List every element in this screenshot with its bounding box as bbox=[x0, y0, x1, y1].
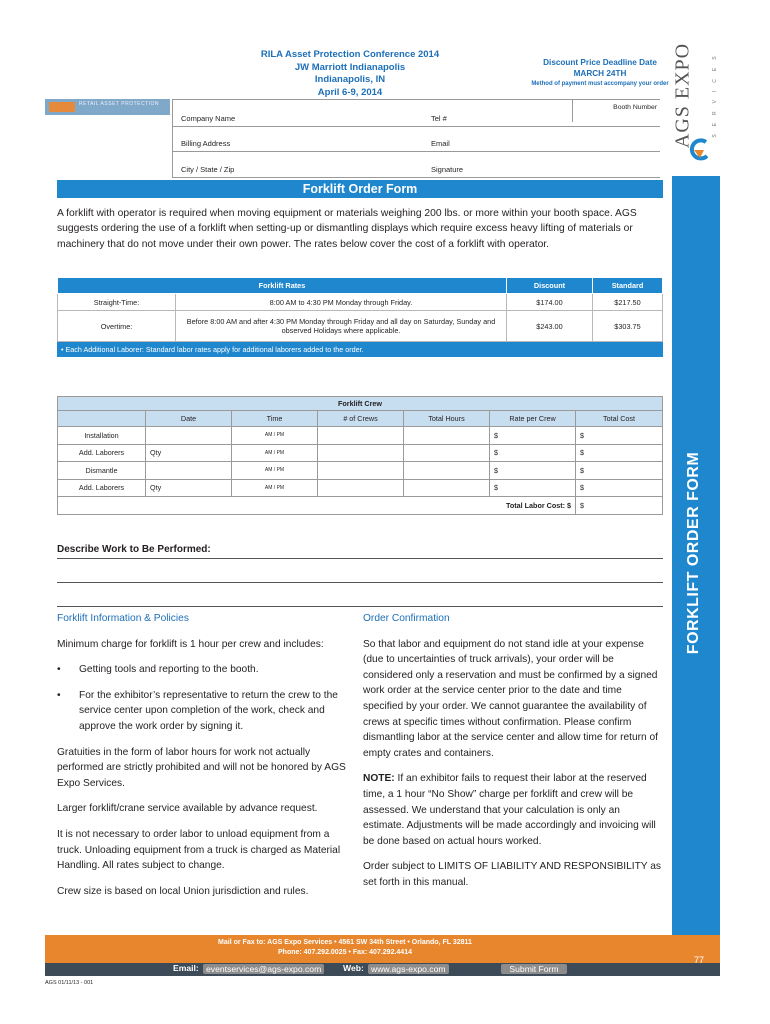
rates-header-row bbox=[58, 278, 663, 294]
policies-p2: Gratuities in the form of labor hours for work not actually performed are strictly prohibited and will not be honored by AGS Expo Services. bbox=[57, 746, 346, 789]
note-label: NOTE: bbox=[363, 773, 395, 785]
total-cost-input[interactable]: $ bbox=[576, 497, 663, 515]
footer-address: Mail or Fax to: AGS Expo Services • 4561 SW 34th Street • Orlando, FL 32811 bbox=[218, 939, 472, 946]
describe-line[interactable] bbox=[57, 582, 663, 583]
rate-label: Straight-Time: bbox=[58, 294, 176, 311]
rate-discount: $243.00 bbox=[507, 311, 593, 342]
deadline-note: Method of payment must accompany your order bbox=[531, 81, 669, 87]
rate-input[interactable]: $ bbox=[490, 444, 576, 462]
confirmation-column bbox=[363, 611, 663, 901]
crew-row-label: Installation bbox=[58, 427, 146, 445]
time-input[interactable]: AM / PM bbox=[232, 444, 318, 462]
crew-row-label: Add. Laborers bbox=[58, 444, 146, 462]
crews-input[interactable] bbox=[318, 479, 404, 497]
qty-input[interactable]: Qty bbox=[146, 479, 232, 497]
company-info-form bbox=[172, 99, 660, 178]
rate-desc: Before 8:00 AM and after 4:30 PM Monday through Friday and all day on Saturday, Sunday and observed Holidays where applicable. bbox=[176, 311, 507, 342]
forklift-rates-table bbox=[57, 277, 663, 342]
submit-form-button[interactable]: Submit Form bbox=[501, 964, 567, 974]
note-text: If an exhibitor fails to request their labor at the reserved time, a 1 hour “No Show” charge per forklift and crew will be assessed. We understand that your calculation is only an estimate. Adjustments will be made accordingly and invoicing will be done based on actual hours worked. bbox=[363, 773, 656, 847]
crews-input[interactable] bbox=[318, 462, 404, 480]
ags-logo-subtitle: SERVICES bbox=[712, 48, 718, 138]
crew-row bbox=[58, 462, 663, 480]
confirmation-p3: Order subject to LIMITS OF LIABILITY AND RESPONSIBILITY as set forth in this manual. bbox=[363, 861, 661, 888]
rate-row-overtime bbox=[58, 311, 663, 342]
describe-work-label: Describe Work to Be Performed: bbox=[57, 544, 211, 555]
event-title: RILA Asset Protection Conference 2014 bbox=[260, 49, 440, 60]
hours-input[interactable] bbox=[404, 462, 490, 480]
time-input[interactable]: AM / PM bbox=[232, 462, 318, 480]
crew-row bbox=[58, 427, 663, 445]
booth-number-field[interactable]: Booth Number bbox=[572, 100, 660, 122]
policies-p4: It is not necessary to order labor to unload equipment from a truck. Unloading equipment from a truck is charged as Material Handling. All rates subject to change. bbox=[57, 828, 341, 872]
billing-address-field[interactable]: Billing Address bbox=[181, 139, 231, 148]
cost-input[interactable]: $ bbox=[576, 444, 663, 462]
policies-p1: Minimum charge for forklift is 1 hour per crew and includes: bbox=[57, 638, 324, 650]
col-crews: # of Crews bbox=[318, 411, 404, 427]
form-code: AGS 01/11/13 - 001 bbox=[45, 980, 94, 986]
crew-row-label: Dismantle bbox=[58, 462, 146, 480]
time-input[interactable]: AM / PM bbox=[232, 427, 318, 445]
intro-paragraph: A forklift with operator is required when moving equipment or materials weighing 200 lbs. or more within your booth space. AGS suggests ordering the use of a forklift when setting-up or dismantling displays which require excess heavy lifting of materials or machinery that do not move under their own power. The rates below cover the cost of a forklift with operator. bbox=[57, 208, 637, 250]
rates-header-discount: Discount bbox=[507, 278, 593, 294]
confirmation-p2 bbox=[363, 771, 663, 849]
col-time: Time bbox=[232, 411, 318, 427]
crews-input[interactable] bbox=[318, 427, 404, 445]
email-label: Email: bbox=[173, 963, 199, 973]
forklift-crew-table bbox=[57, 396, 663, 515]
crew-row bbox=[58, 444, 663, 462]
confirmation-p1: So that labor and equipment do not stand idle at your expense (due to uncertainties of truck arrivals), your order will be considered only a reservation and must be confirmed by a signed work order at the service center prior to the date and time specified by your order. We cannot guarantee the availability of crews at specific times without confirmation. Please confirm dismantling labor at the service center and allow time for return of empty crates and containers. bbox=[363, 638, 659, 759]
policies-p5: Crew size is based on local Union jurisdiction and rules. bbox=[57, 885, 309, 897]
crew-row bbox=[58, 479, 663, 497]
banner-graphic bbox=[49, 102, 75, 112]
rates-header-standard: Standard bbox=[593, 278, 663, 294]
rate-standard: $217.50 bbox=[593, 294, 663, 311]
crew-columns bbox=[58, 411, 663, 427]
col-hours: Total Hours bbox=[404, 411, 490, 427]
describe-line[interactable] bbox=[57, 558, 663, 559]
footer-phone: Phone: 407.292.0025 • Fax: 407.292.4414 bbox=[278, 949, 412, 956]
hours-input[interactable] bbox=[404, 444, 490, 462]
rate-standard: $303.75 bbox=[593, 311, 663, 342]
additional-laborer-note: • Each Additional Laborer: Standard labor rates apply for additional laborers added to the order. bbox=[57, 342, 663, 357]
form-title: Forklift Order Form bbox=[57, 180, 663, 198]
policies-bullet: • Getting tools and reporting to the booth. bbox=[57, 662, 355, 678]
rate-label: Overtime: bbox=[58, 311, 176, 342]
city-state-zip-field[interactable]: City / State / Zip bbox=[181, 165, 235, 174]
policies-title: Forklift Information & Policies bbox=[57, 613, 189, 624]
email-field[interactable]: Email bbox=[431, 139, 450, 148]
footer bbox=[45, 935, 720, 976]
describe-line[interactable] bbox=[57, 606, 663, 607]
deadline-block bbox=[510, 58, 690, 90]
event-dates: April 6-9, 2014 bbox=[317, 86, 383, 98]
policies-column bbox=[57, 611, 355, 909]
policies-p3: Larger forklift/crane service available by advance request. bbox=[57, 803, 318, 815]
rate-input[interactable]: $ bbox=[490, 462, 576, 480]
rate-row-straight bbox=[58, 294, 663, 311]
signature-field[interactable]: Signature bbox=[431, 165, 464, 174]
col-cost: Total Cost bbox=[576, 411, 663, 427]
date-input[interactable] bbox=[146, 462, 232, 480]
event-header bbox=[200, 49, 500, 99]
rates-header-label: Forklift Rates bbox=[58, 278, 507, 294]
ags-expo-logo: AGS EXPO bbox=[671, 42, 694, 149]
web-link[interactable]: www.ags-expo.com bbox=[368, 964, 449, 974]
crews-input[interactable] bbox=[318, 444, 404, 462]
hours-input[interactable] bbox=[404, 479, 490, 497]
event-city: Indianapolis, IN bbox=[314, 74, 386, 85]
rate-input[interactable]: $ bbox=[490, 479, 576, 497]
total-row bbox=[58, 497, 663, 515]
banner-text: RETAIL ASSET PROTECTION bbox=[79, 101, 160, 107]
col-date: Date bbox=[146, 411, 232, 427]
ags-swirl-icon bbox=[688, 138, 710, 162]
tel-field[interactable]: Tel # bbox=[431, 114, 447, 123]
total-label: Total Labor Cost: $ bbox=[58, 497, 576, 515]
col-rate: Rate per Crew bbox=[490, 411, 576, 427]
conference-banner-image bbox=[45, 99, 170, 115]
rate-input[interactable]: $ bbox=[490, 427, 576, 445]
web-label: Web: bbox=[343, 963, 364, 973]
page-number: 77 bbox=[693, 955, 704, 965]
rate-desc: 8:00 AM to 4:30 PM Monday through Friday. bbox=[176, 294, 507, 311]
policies-bullet: • For the exhibitor’s representative to return the crew to the service center upon completion of the work, check and approve the work order by signing it. bbox=[57, 688, 355, 735]
qty-input[interactable]: Qty bbox=[146, 444, 232, 462]
confirmation-title: Order Confirmation bbox=[363, 613, 450, 624]
hours-input[interactable] bbox=[404, 427, 490, 445]
side-tab-title: FORKLIFT ORDER FORM bbox=[685, 451, 702, 655]
cost-input[interactable]: $ bbox=[576, 479, 663, 497]
time-input[interactable]: AM / PM bbox=[232, 479, 318, 497]
deadline-date: MARCH 24TH bbox=[573, 68, 627, 78]
cost-input[interactable]: $ bbox=[576, 462, 663, 480]
event-venue: JW Marriott Indianapolis bbox=[294, 61, 406, 73]
crew-row-label: Add. Laborers bbox=[58, 479, 146, 497]
rate-discount: $174.00 bbox=[507, 294, 593, 311]
crew-table-title: Forklift Crew bbox=[58, 397, 663, 411]
date-input[interactable] bbox=[146, 427, 232, 445]
deadline-title: Discount Price Deadline Date bbox=[543, 58, 657, 67]
cost-input[interactable]: $ bbox=[576, 427, 663, 445]
email-link[interactable]: eventservices@ags-expo.com bbox=[203, 964, 324, 974]
company-name-field[interactable]: Company Name bbox=[181, 114, 236, 123]
